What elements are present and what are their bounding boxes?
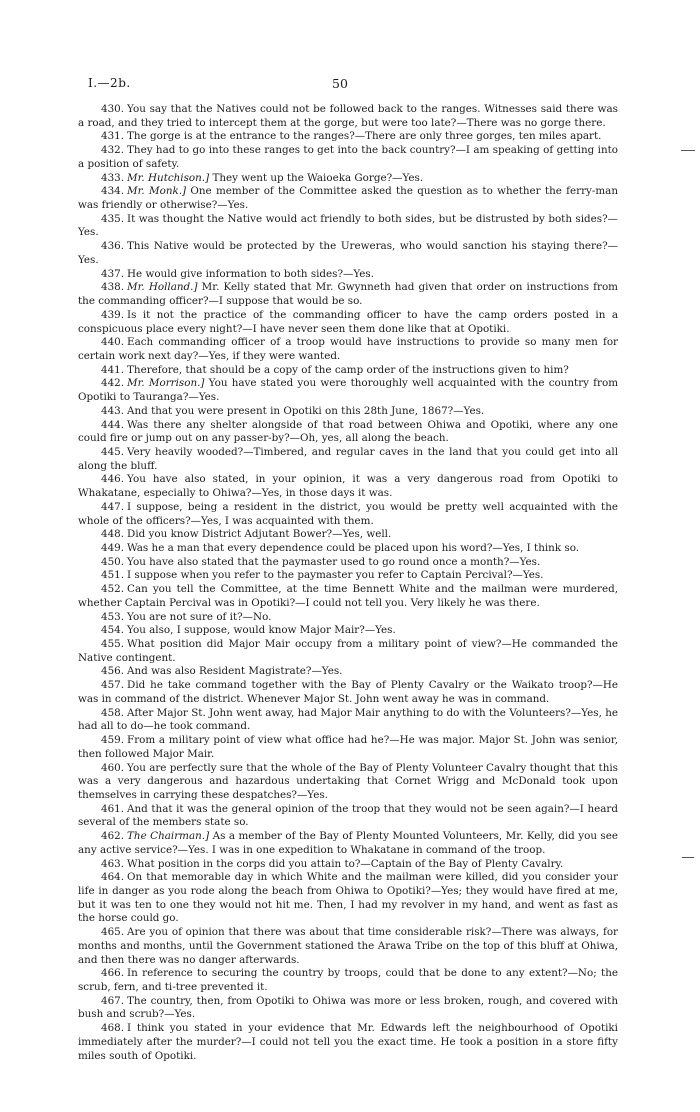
evidence-paragraph (78, 995, 618, 1022)
question-number: 453. (101, 610, 125, 623)
page-number: 50 (332, 76, 348, 91)
question-number: 437. (101, 267, 125, 280)
evidence-paragraph (78, 377, 618, 404)
question-number: 451. (101, 569, 125, 582)
speaker-label: Mr. Hutchison.] (127, 171, 210, 184)
evidence-paragraph (78, 130, 618, 144)
paragraph-text: I think you stated in your evidence that Mr. Edwards left the neighbourhood of Opotiki immediately after the murder?—I could not tell you the exact time. He took a position in a store fifty miles south of Opotiki. (78, 1022, 618, 1062)
paragraph-text: Therefore, that should be a copy of the camp order of the instructions given to him? (127, 363, 569, 376)
paragraph-text: In reference to securing the country by troops, could that be done to any extent?—No; the scrub, fern, and ti-tree prevented it. (78, 967, 618, 993)
paragraph-text: Can you tell the Committee, at the time Bennett White and the mailman were murdered, whether Captain Percival was in Opotiki?—I could not tell you. Very likely he was there. (78, 583, 618, 609)
paragraph-text: Was there any shelter alongside of that road between Ohiwa and Opotiki, where any one could fire or jump out on any passer-by?—Oh, yes, all along the beach. (78, 418, 618, 445)
paragraph-text: It was thought the Native would act friendly to both sides, but be distrusted by both sides?—Yes. (78, 212, 618, 239)
paragraph-text: I suppose when you refer to the paymaster you refer to Captain Percival?—Yes. (127, 569, 544, 582)
paragraph-text: Did he take command together with the Bay of Plenty Cavalry or the Waikato troop?—He was in command of the district. Whenever Major St. John went away he was in command. (78, 679, 618, 705)
evidence-paragraph (78, 611, 618, 625)
question-number: 431. (101, 130, 125, 143)
question-number: 448. (101, 528, 125, 541)
question-number: 450. (101, 555, 125, 568)
question-number: 442. (101, 377, 125, 390)
question-number: 458. (101, 706, 125, 719)
paragraph-text: You also, I suppose, would know Major Mair?—Yes. (127, 624, 396, 637)
question-number: 460. (101, 761, 125, 774)
paragraph-text: What position in the corps did you attain to?—Captain of the Bay of Plenty Cavalry. (127, 857, 564, 870)
question-number: 456. (101, 665, 125, 678)
question-number: 432. (101, 144, 125, 157)
paragraph-text: This Native would be protected by the Ureweras, who would sanction his staying there?—Yes. (78, 240, 618, 266)
question-number: 468. (101, 1022, 125, 1035)
paragraph-text: Is it not the practice of the commanding officer to have the camp orders posted in a conspicuous place every night?—I have never seen them done like that at Opotiki. (78, 308, 618, 335)
paragraph-text: And was also Resident Magistrate?—Yes. (127, 665, 343, 678)
evidence-paragraph (78, 803, 618, 830)
evidence-paragraph (78, 473, 618, 500)
question-number: 439. (101, 308, 125, 321)
question-number: 457. (101, 679, 125, 692)
paragraph-text: I suppose, being a resident in the district, you would be pretty well acquainted with the whole of the officers?—Yes, I was acquainted with them. (78, 500, 618, 527)
evidence-paragraph (78, 583, 618, 610)
evidence-paragraph (78, 858, 618, 872)
paragraph-text: You are perfectly sure that the whole of the Bay of Plenty Volunteer Cavalry thought that this was a very dangerous and hazardous undertaking that Cornet Wrigg and McDonald took upon themselves in carrying these despatches?—Yes. (78, 761, 618, 801)
evidence-paragraph (78, 556, 618, 570)
question-number: 430. (101, 103, 125, 115)
evidence-paragraph (78, 638, 618, 665)
evidence-paragraph (78, 528, 618, 542)
question-number: 438. (101, 281, 125, 294)
question-number: 440. (101, 336, 125, 349)
evidence-paragraph (78, 542, 618, 556)
margin-mark (682, 857, 694, 858)
question-number: 433. (101, 171, 125, 184)
evidence-paragraph (78, 926, 618, 967)
question-number: 466. (101, 967, 125, 980)
evidence-paragraph (78, 569, 618, 583)
evidence-paragraph (78, 679, 618, 706)
evidence-paragraph (78, 762, 618, 803)
question-number: 436. (101, 240, 125, 253)
question-number: 447. (101, 500, 125, 513)
paragraph-text: What position did Major Mair occupy from a military point of view?—He commanded the Native contingent. (78, 638, 618, 664)
paragraph-text: The country, then, from Opotiki to Ohiwa was more or less broken, rough, and covered with bush and scrub?—Yes. (78, 994, 618, 1021)
question-number: 443. (101, 404, 125, 417)
paragraph-text: You are not sure of it?—No. (127, 610, 272, 623)
paragraph-text: As a member of the Bay of Plenty Mounted Volunteers, Mr. Kelly, did you see any active service?—Yes. I was in one expedition to Whakatane in command of the troop. (78, 830, 618, 856)
paragraph-text: He would give information to both sides?—Yes. (127, 267, 375, 280)
evidence-paragraph (78, 364, 618, 378)
question-number: 455. (101, 638, 125, 651)
question-number: 465. (101, 926, 125, 939)
question-number: 434. (101, 185, 125, 198)
question-number: 452. (101, 583, 125, 596)
evidence-paragraph (78, 830, 618, 857)
paragraph-text: Each commanding officer of a troop would have instructions to provide so many men for certain work next day?—Yes, if they were wanted. (78, 336, 618, 362)
question-number: 459. (101, 734, 125, 747)
evidence-paragraph (78, 871, 618, 926)
evidence-paragraph (78, 501, 618, 528)
speaker-label: Mr. Holland.] (127, 281, 198, 294)
question-number: 463. (101, 857, 125, 870)
evidence-paragraph (78, 624, 618, 638)
evidence-paragraph (78, 967, 618, 994)
evidence-paragraph (78, 172, 618, 186)
question-number: 445. (101, 445, 125, 458)
paragraph-text: You have stated you were thoroughly well acquainted with the country from Opotiki to Tauranga?—Yes. (78, 377, 618, 404)
evidence-paragraph (78, 707, 618, 734)
evidence-paragraph (78, 734, 618, 761)
page-header (88, 76, 608, 94)
evidence-text (78, 103, 618, 1063)
speaker-label: Mr. Morrison.] (127, 377, 205, 390)
evidence-paragraph (78, 446, 618, 473)
margin-mark (681, 150, 695, 151)
evidence-paragraph (78, 665, 618, 679)
speaker-label: The Chairman.] (127, 830, 210, 843)
evidence-paragraph (78, 213, 618, 240)
question-number: 454. (101, 624, 125, 637)
evidence-paragraph (78, 419, 618, 446)
paragraph-text: From a military point of view what office had he?—He was major. Major St. John was senior, then followed Major Mair. (78, 734, 618, 760)
paragraph-text: Mr. Kelly stated that Mr. Gwynneth had given that order on instructions from the commanding officer?—I suppose that would be so. (78, 281, 618, 308)
question-number: 467. (101, 994, 125, 1007)
paragraph-text: They went up the Waioeka Gorge?—Yes. (212, 171, 424, 184)
evidence-paragraph (78, 1022, 618, 1063)
question-number: 462. (101, 830, 125, 843)
question-number: 449. (101, 542, 125, 554)
parliamentary-paper-reference: I.—2b. (88, 76, 131, 90)
paragraph-text: Did you know District Adjutant Bower?—Yes, well. (127, 528, 392, 541)
evidence-paragraph (78, 281, 618, 308)
paragraph-text: You say that the Natives could not be followed back to the ranges. Witnesses said there was a road, and they tried to intercept them at the gorge, but were too late?—There was no gorge there. (78, 103, 618, 129)
paragraph-text: You have also stated, in your opinion, it was a very dangerous road from Opotiki to Whakatane, especially to Ohiwa?—Yes, in those days it was. (78, 473, 618, 500)
evidence-paragraph (78, 103, 618, 130)
question-number: 444. (101, 418, 125, 431)
paragraph-text: Was he a man that every dependence could be placed upon his word?—Yes, I think so. (127, 542, 580, 554)
question-number: 446. (101, 473, 125, 486)
evidence-paragraph (78, 405, 618, 419)
evidence-paragraph (78, 268, 618, 282)
speaker-label: Mr. Monk.] (127, 185, 187, 198)
paragraph-text: You have also stated that the paymaster used to go round once a month?—Yes. (127, 555, 541, 568)
question-number: 435. (101, 212, 125, 225)
question-number: 441. (101, 363, 125, 376)
question-number: 464. (101, 871, 125, 884)
paragraph-text: Are you of opinion that there was about that time considerable risk?—There was always, for months and months, until the Government stationed the Arawa Tribe on the top of this bluff at Ohiwa, and then there was no danger afterwards. (78, 926, 618, 966)
paragraph-text: And that it was the general opinion of the troop that they would not be seen again?—I heard several of the members state so. (78, 802, 618, 829)
paragraph-text: The gorge is at the entrance to the ranges?—There are only three gorges, ten miles apart. (127, 130, 602, 143)
evidence-paragraph (78, 336, 618, 363)
paragraph-text: Very heavily wooded?—Timbered, and regular caves in the land that you could get into all along the bluff. (78, 445, 618, 472)
paragraph-text: On that memorable day in which White and the mailman were killed, did you consider your life in danger as you rode along the beach from Ohiwa to Opotiki?—Yes; they would have fired at me, but it was ten to one they would not hit me. Then, I had my revolver in my hand, and went as fast as the horse could go. (78, 871, 618, 925)
evidence-paragraph (78, 144, 618, 171)
evidence-paragraph (78, 185, 618, 212)
paragraph-text: One member of the Committee asked the question as to whether the ferry-man was friendly or otherwise?—Yes. (78, 185, 618, 212)
paragraph-text: They had to go into these ranges to get into the back country?—I am speaking of getting into a position of safety. (78, 144, 618, 170)
evidence-paragraph (78, 309, 618, 336)
paragraph-text: After Major St. John went away, had Major Mair anything to do with the Volunteers?—Yes, he had all to do—he took command. (78, 706, 618, 733)
paragraph-text: And that you were present in Opotiki on this 28th June, 1867?—Yes. (127, 404, 485, 417)
evidence-paragraph (78, 240, 618, 267)
question-number: 461. (101, 802, 125, 815)
